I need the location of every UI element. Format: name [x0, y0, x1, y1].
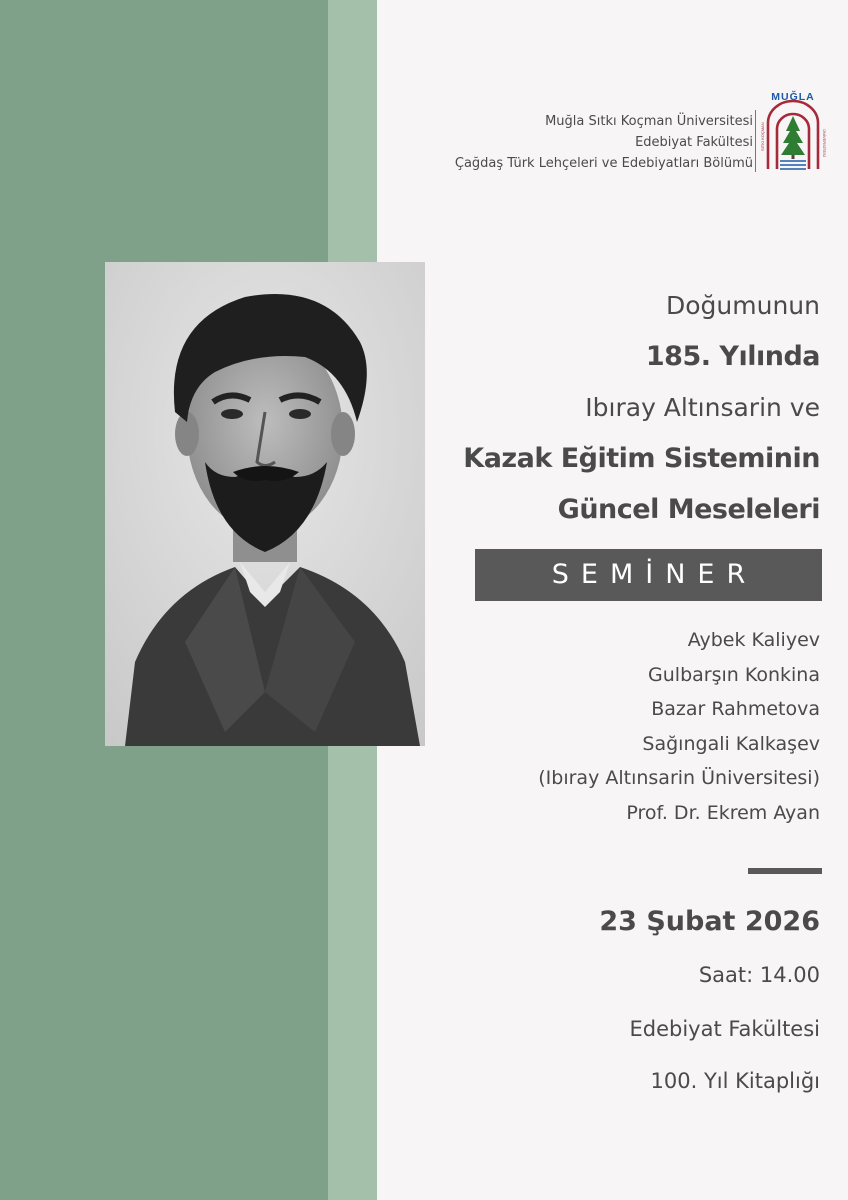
speaker-item: Gulbarşın Konkina: [648, 663, 820, 686]
speaker-affiliation: (Ibıray Altınsarin Üniversitesi): [538, 767, 820, 789]
event-room: 100. Yıl Kitaplığı: [650, 1069, 820, 1093]
seminar-title: [420, 280, 820, 535]
svg-text:SITKI KOÇMAN: SITKI KOÇMAN: [760, 122, 765, 151]
department-name: Çağdaş Türk Lehçeleri ve Edebiyatları Bölümü: [454, 156, 753, 171]
title-line-4: Kazak Eğitim Sisteminin: [463, 443, 820, 474]
event-date: 23 Şubat 2026: [599, 906, 820, 937]
svg-text:ÜNİVERSİTESİ: ÜNİVERSİTESİ: [822, 129, 827, 157]
speaker-item: Bazar Rahmetova: [651, 698, 820, 720]
event-time: Saat: 14.00: [698, 963, 820, 987]
svg-text:MUĞLA: MUĞLA: [771, 91, 815, 103]
event-venue: Edebiyat Fakültesi: [629, 1017, 820, 1041]
portrait-photo: [105, 262, 425, 746]
speaker-list: [400, 623, 820, 830]
faculty-name: Edebiyat Fakültesi: [635, 135, 753, 150]
speaker-item: Prof. Dr. Ekrem Ayan: [626, 801, 820, 824]
title-line-3: Ibıray Altınsarin ve: [585, 393, 820, 422]
speaker-item: Sağıngali Kalkaşev: [642, 732, 820, 755]
seminar-label: SEMİNER: [475, 549, 822, 601]
university-logo: [759, 89, 827, 179]
institution-header: [373, 111, 753, 174]
section-divider: [748, 868, 822, 874]
title-line-2: 185. Yılında: [645, 341, 820, 372]
title-line-5: Güncel Meseleleri: [557, 494, 820, 525]
title-line-1: Doğumunun: [666, 291, 820, 320]
university-name: Muğla Sıtkı Koçman Üniversitesi: [545, 114, 753, 129]
speaker-item: Aybek Kaliyev: [687, 629, 820, 651]
header-divider: [755, 110, 756, 172]
